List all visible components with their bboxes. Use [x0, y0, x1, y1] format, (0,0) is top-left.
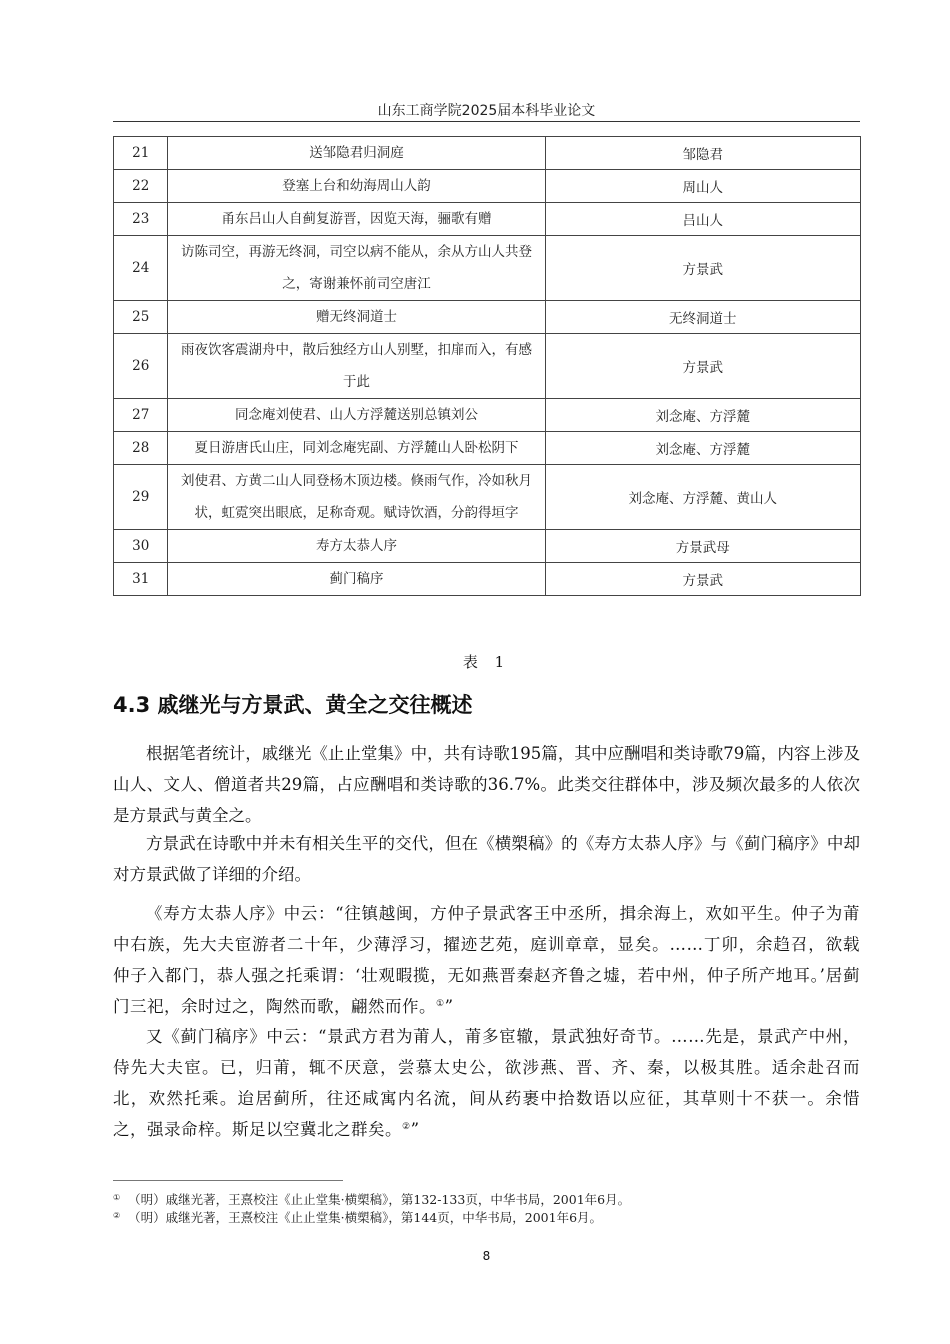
- recipient: 邹隐君: [545, 137, 860, 170]
- recipient: 方景武母: [545, 530, 860, 563]
- paragraph-3: [113, 898, 860, 1022]
- poem-title: 刘使君、方黄二山人同登杨木顶边楼。倏雨气作，冷如秋月状，虹霓突出眼底，足称奇观。赋诗饮酒，分韵得垣字: [168, 465, 545, 530]
- row-number: 30: [114, 530, 168, 563]
- row-number: 26: [114, 334, 168, 399]
- paragraph-4-text: 又《蓟门稿序》中云：“景武方君为莆人，莆多宦辙，景武独好奇节。……先是，景武产中州，侍先大夫宦。已，归莆，辄不厌意，尝慕太史公，欲涉燕、晋、齐、秦，以极其胜。适余赴召而北，欢然托乘。迨居蓟所，往还咸寓内名流，间从药裹中拾数语以应征，其草则十不获一。余惜之，强录命梓。斯足以空冀北之群矣。: [113, 1027, 860, 1139]
- poem-title: 访陈司空，再游无终洞，司空以病不能从，余从方山人共登之，寄谢兼怀前司空唐江: [168, 236, 545, 301]
- paragraph-4: [113, 1021, 860, 1145]
- row-number: 22: [114, 170, 168, 203]
- poem-title: 同念庵刘使君、山人方浮麓送别总镇刘公: [168, 399, 545, 432]
- paragraph-3-text: 《寿方太恭人序》中云：“往镇越闽，方仲子景武客王中丞所，揖余海上，欢如平生。仲子为莆中右族，先大夫宦游者二十年，少薄浮习，擢迹艺苑，庭训章章，显矣。……丁卯，余趋召，欲载仲子入都门，恭人强之托乘谓：‘壮观暇揽，无如燕晋秦赵齐鲁之墟，若中州，仲子所产地耳。’居蓟门三祀，余时过之，陶然而歌，翩然而作。: [113, 904, 860, 1016]
- table-row: [114, 334, 861, 399]
- footnote-rule: [113, 1180, 343, 1181]
- paragraph-2-text: 方景武在诗歌中并未有相关生平的交代，但在《横槊稿》的《寿方太恭人序》与《蓟门稿序》中却对方景武做了详细的介绍。: [113, 834, 860, 884]
- footnote-text-2: （明）戚继光著，王熹校注《止止堂集·横槊稿》，第144页，中华书局，2001年6月。: [128, 1210, 603, 1225]
- running-header: 山东工商学院2025届本科毕业论文: [377, 103, 596, 119]
- table-row: [114, 530, 861, 563]
- recipient: 方景武: [545, 563, 860, 596]
- recipient: 方景武: [545, 334, 860, 399]
- row-number: 31: [114, 563, 168, 596]
- recipient: 刘念庵、方浮麓: [545, 399, 860, 432]
- footnote-ref-1[interactable]: ①: [436, 999, 445, 1009]
- row-number: 24: [114, 236, 168, 301]
- poem-title: 蓟门稿序: [168, 563, 545, 596]
- footnote-1: [113, 1191, 860, 1209]
- table-body: [114, 137, 861, 596]
- poem-title: 甬东吕山人自蓟复游晋，因览天海，骊歌有赠: [168, 203, 545, 236]
- table-caption: 表 1: [462, 653, 511, 671]
- recipient: 刘念庵、方浮麓: [545, 432, 860, 465]
- section-heading: 4.3 戚继光与方景武、黄全之交往概述: [113, 693, 473, 717]
- paragraph-1: [113, 738, 860, 831]
- row-number: 27: [114, 399, 168, 432]
- poem-title: 赠无终洞道士: [168, 301, 545, 334]
- recipient: 无终洞道士: [545, 301, 860, 334]
- poem-title: 登塞上台和幼海周山人韵: [168, 170, 545, 203]
- footnote-2: [113, 1209, 860, 1227]
- recipient: 吕山人: [545, 203, 860, 236]
- table-row: [114, 432, 861, 465]
- row-number: 29: [114, 465, 168, 530]
- table-row: [114, 563, 861, 596]
- table-row: [114, 465, 861, 530]
- table-row: [114, 137, 861, 170]
- quote-close-1: ”: [444, 997, 454, 1016]
- header-rule: [113, 121, 860, 122]
- row-number: 25: [114, 301, 168, 334]
- table-row: [114, 170, 861, 203]
- paragraph-2: [113, 828, 860, 890]
- poems-table: [113, 136, 861, 596]
- row-number: 28: [114, 432, 168, 465]
- page-number: 8: [482, 1249, 491, 1263]
- row-number: 23: [114, 203, 168, 236]
- recipient: 方景武: [545, 236, 860, 301]
- recipient: 周山人: [545, 170, 860, 203]
- table-row: [114, 301, 861, 334]
- table-row: [114, 236, 861, 301]
- table-row: [114, 203, 861, 236]
- footnote-ref-2[interactable]: ②: [402, 1122, 411, 1132]
- poem-title: 雨夜饮客震湖舟中，散后独经方山人别墅，扣扉而入，有感于此: [168, 334, 545, 399]
- footnote-mark-2: ②: [113, 1211, 121, 1220]
- table-row: [114, 399, 861, 432]
- row-number: 21: [114, 137, 168, 170]
- poem-title: 夏日游唐氏山庄，同刘念庵宪副、方浮麓山人卧松阴下: [168, 432, 545, 465]
- poem-title: 寿方太恭人序: [168, 530, 545, 563]
- recipient: 刘念庵、方浮麓、黄山人: [545, 465, 860, 530]
- footnotes: [113, 1191, 860, 1227]
- footnote-mark-1: ①: [113, 1193, 121, 1202]
- quote-close-2: ”: [410, 1120, 420, 1139]
- paragraph-1-text: 根据笔者统计，戚继光《止止堂集》中，共有诗歌195篇，其中应酬唱和类诗歌79篇，内容上涉及山人、文人、僧道者共29篇，占应酬唱和类诗歌的36.7%。此类交往群体中，涉及频次最多的人依次是方景武与黄全之。: [113, 744, 860, 825]
- footnote-text-1: （明）戚继光著，王熹校注《止止堂集·横槊稿》，第132-133页，中华书局，2001年6月。: [128, 1192, 631, 1207]
- poem-title: 送邹隐君归洞庭: [168, 137, 545, 170]
